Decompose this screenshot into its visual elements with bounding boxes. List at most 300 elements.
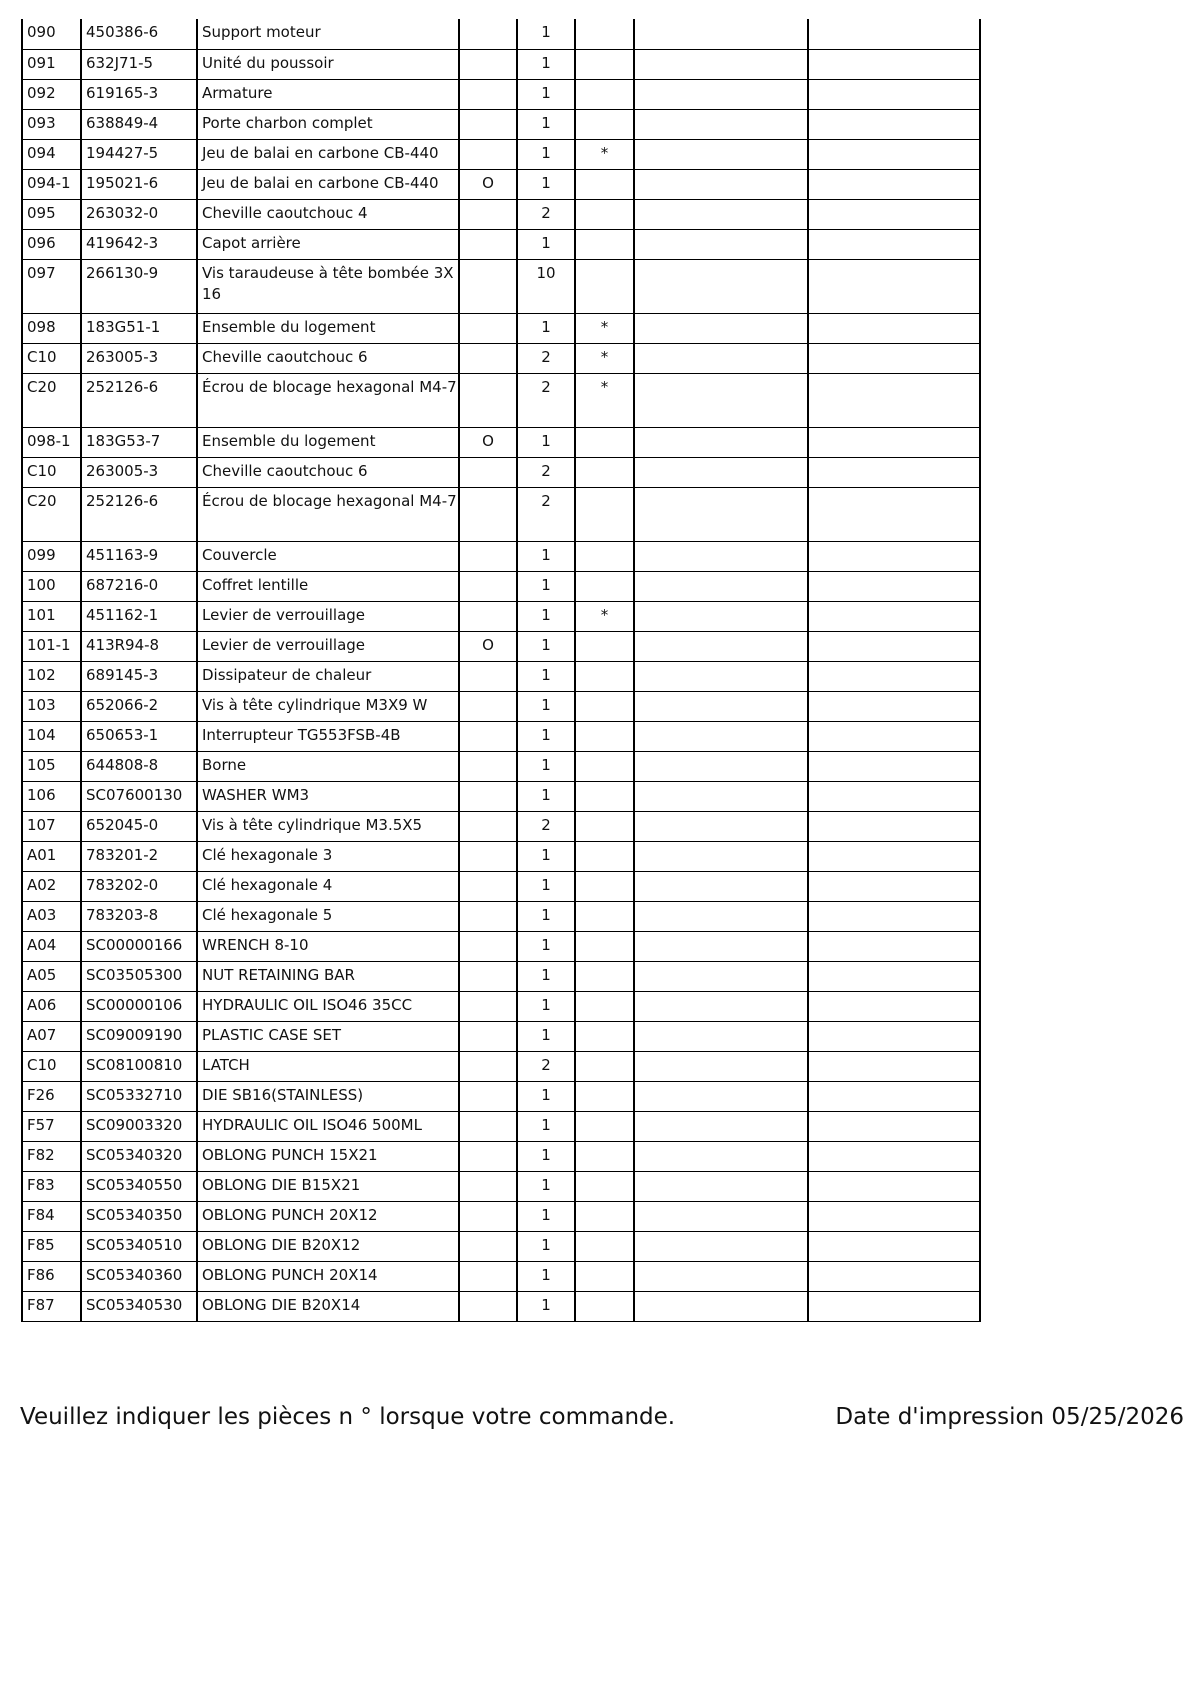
option-cell [459,313,517,343]
note-cell [575,1141,634,1171]
option-cell [459,1261,517,1291]
option-cell [459,229,517,259]
reference-cell: SC08100810 [81,1051,197,1081]
part-number-cell: 094 [22,139,81,169]
table-row [22,991,980,1021]
option-cell: O [459,169,517,199]
reference-cell: SC05340510 [81,1231,197,1261]
table-row [22,1231,980,1261]
table-row [22,49,980,79]
reference-cell: 252126-6 [81,487,197,541]
note-cell [575,487,634,541]
blank-cell [634,1201,808,1231]
option-cell [459,781,517,811]
option-cell [459,79,517,109]
reference-cell: 652066-2 [81,691,197,721]
reference-cell: SC05340550 [81,1171,197,1201]
description-cell: HYDRAULIC OIL ISO46 500ML [197,1111,459,1141]
quantity-cell: 1 [517,1171,575,1201]
table-row [22,871,980,901]
blank-cell [634,1081,808,1111]
note-cell [575,691,634,721]
quantity-cell: 1 [517,1201,575,1231]
reference-cell: 687216-0 [81,571,197,601]
blank-cell [634,541,808,571]
quantity-cell: 1 [517,961,575,991]
option-cell [459,199,517,229]
option-cell [459,961,517,991]
option-cell [459,19,517,49]
table-row [22,901,980,931]
blank-cell [808,19,980,49]
table-row [22,1201,980,1231]
reference-cell: 195021-6 [81,169,197,199]
part-number-cell: A03 [22,901,81,931]
blank-cell [808,1021,980,1051]
reference-cell: 450386-6 [81,19,197,49]
part-number-cell: A05 [22,961,81,991]
option-cell [459,1291,517,1321]
quantity-cell: 1 [517,1141,575,1171]
blank-cell [634,19,808,49]
table-row [22,841,980,871]
option-cell [459,1201,517,1231]
blank-cell [808,373,980,427]
option-cell [459,571,517,601]
table-row [22,751,980,781]
blank-cell [634,931,808,961]
description-cell: Ensemble du logement [197,313,459,343]
table-row [22,541,980,571]
blank-cell [808,721,980,751]
table-row [22,1051,980,1081]
note-cell [575,841,634,871]
reference-cell: 689145-3 [81,661,197,691]
note-cell [575,427,634,457]
reference-cell: 419642-3 [81,229,197,259]
note-cell [575,1201,634,1231]
description-cell: Dissipateur de chaleur [197,661,459,691]
blank-cell [634,661,808,691]
blank-cell [634,991,808,1021]
part-number-cell: 104 [22,721,81,751]
quantity-cell: 2 [517,1051,575,1081]
option-cell [459,1081,517,1111]
note-cell [575,931,634,961]
option-cell [459,931,517,961]
note-cell [575,991,634,1021]
option-cell [459,457,517,487]
part-number-cell: F84 [22,1201,81,1231]
note-cell [575,721,634,751]
blank-cell [634,457,808,487]
blank-cell [634,1111,808,1141]
reference-cell: 632J71-5 [81,49,197,79]
blank-cell [808,49,980,79]
quantity-cell: 2 [517,343,575,373]
description-cell: Armature [197,79,459,109]
note-cell [575,1291,634,1321]
option-cell [459,1021,517,1051]
reference-cell: 451162-1 [81,601,197,631]
blank-cell [634,343,808,373]
table-row [22,109,980,139]
option-cell [459,901,517,931]
blank-cell [634,1261,808,1291]
quantity-cell: 1 [517,79,575,109]
blank-cell [808,199,980,229]
description-cell: OBLONG PUNCH 20X14 [197,1261,459,1291]
order-instruction-note: Veuillez indiquer les pièces n ° lorsque votre commande. [20,1404,676,1430]
part-number-cell: 101 [22,601,81,631]
blank-cell [808,1231,980,1261]
description-cell: OBLONG PUNCH 20X12 [197,1201,459,1231]
description-cell: Levier de verrouillage [197,601,459,631]
blank-cell [634,841,808,871]
option-cell [459,259,517,313]
reference-cell: SC09009190 [81,1021,197,1051]
blank-cell [808,901,980,931]
quantity-cell: 1 [517,751,575,781]
blank-cell [808,1141,980,1171]
quantity-cell: 1 [517,781,575,811]
part-number-cell: C10 [22,343,81,373]
blank-cell [808,961,980,991]
quantity-cell: 10 [517,259,575,313]
table-row [22,691,980,721]
table-row [22,781,980,811]
note-cell [575,79,634,109]
blank-cell [808,781,980,811]
description-cell: LATCH [197,1051,459,1081]
quantity-cell: 1 [517,313,575,343]
table-row [22,259,980,313]
part-number-cell: F26 [22,1081,81,1111]
blank-cell [634,49,808,79]
blank-cell [808,1171,980,1201]
blank-cell [634,1291,808,1321]
blank-cell [634,313,808,343]
blank-cell [634,487,808,541]
blank-cell [634,781,808,811]
quantity-cell: 1 [517,139,575,169]
part-number-cell: A04 [22,931,81,961]
blank-cell [808,1111,980,1141]
part-number-cell: A06 [22,991,81,1021]
table-row [22,1171,980,1201]
blank-cell [634,373,808,427]
note-cell [575,1021,634,1051]
description-cell: OBLONG PUNCH 15X21 [197,1141,459,1171]
reference-cell: 194427-5 [81,139,197,169]
reference-cell: SC05340320 [81,1141,197,1171]
blank-cell [634,631,808,661]
quantity-cell: 1 [517,901,575,931]
note-cell [575,781,634,811]
table-row [22,721,980,751]
blank-cell [808,991,980,1021]
reference-cell: SC09003320 [81,1111,197,1141]
quantity-cell: 1 [517,19,575,49]
blank-cell [808,343,980,373]
description-cell: WRENCH 8-10 [197,931,459,961]
option-cell [459,841,517,871]
parts-table-body [22,19,980,1321]
description-cell: Écrou de blocage hexagonal M4-7 [197,487,459,541]
table-row [22,931,980,961]
blank-cell [808,313,980,343]
table-row [22,1111,980,1141]
blank-cell [634,811,808,841]
note-cell [575,457,634,487]
description-cell: DIE SB16(STAINLESS) [197,1081,459,1111]
note-cell [575,1081,634,1111]
description-cell: Vis taraudeuse à tête bombée 3X 16 [197,259,459,313]
quantity-cell: 1 [517,1111,575,1141]
description-cell: WASHER WM3 [197,781,459,811]
blank-cell [808,661,980,691]
description-cell: OBLONG DIE B15X21 [197,1171,459,1201]
reference-cell: SC05340350 [81,1201,197,1231]
part-number-cell: C10 [22,457,81,487]
option-cell [459,751,517,781]
blank-cell [634,427,808,457]
part-number-cell: 092 [22,79,81,109]
option-cell [459,373,517,427]
blank-cell [808,601,980,631]
option-cell [459,1141,517,1171]
quantity-cell: 1 [517,229,575,259]
reference-cell: SC05340530 [81,1291,197,1321]
reference-cell: 183G51-1 [81,313,197,343]
note-cell [575,541,634,571]
part-number-cell: 105 [22,751,81,781]
quantity-cell: 1 [517,1081,575,1111]
blank-cell [808,751,980,781]
table-row [22,19,980,49]
reference-cell: 783203-8 [81,901,197,931]
table-row [22,79,980,109]
blank-cell [808,1051,980,1081]
part-number-cell: C20 [22,487,81,541]
quantity-cell: 1 [517,49,575,79]
table-row [22,961,980,991]
blank-cell [808,109,980,139]
blank-cell [808,79,980,109]
description-cell: Levier de verrouillage [197,631,459,661]
part-number-cell: 090 [22,19,81,49]
reference-cell: 263032-0 [81,199,197,229]
reference-cell: 252126-6 [81,373,197,427]
description-cell: Ensemble du logement [197,427,459,457]
blank-cell [808,1081,980,1111]
reference-cell: 619165-3 [81,79,197,109]
part-number-cell: F83 [22,1171,81,1201]
reference-cell: SC00000166 [81,931,197,961]
note-cell [575,199,634,229]
blank-cell [634,139,808,169]
quantity-cell: 1 [517,991,575,1021]
blank-cell [634,1141,808,1171]
blank-cell [808,427,980,457]
quantity-cell: 1 [517,1021,575,1051]
description-cell: OBLONG DIE B20X12 [197,1231,459,1261]
note-cell [575,1171,634,1201]
blank-cell [808,841,980,871]
quantity-cell: 1 [517,571,575,601]
blank-cell [634,601,808,631]
part-number-cell: 100 [22,571,81,601]
description-cell: Cheville caoutchouc 4 [197,199,459,229]
blank-cell [808,871,980,901]
blank-cell [808,487,980,541]
option-cell: O [459,427,517,457]
blank-cell [634,901,808,931]
note-cell [575,631,634,661]
blank-cell [634,229,808,259]
part-number-cell: 106 [22,781,81,811]
part-number-cell: A07 [22,1021,81,1051]
reference-cell: 413R94-8 [81,631,197,661]
quantity-cell: 1 [517,631,575,661]
note-cell [575,229,634,259]
reference-cell: SC05340360 [81,1261,197,1291]
description-cell: Jeu de balai en carbone CB-440 [197,169,459,199]
quantity-cell: 1 [517,601,575,631]
part-number-cell: A02 [22,871,81,901]
table-row [22,631,980,661]
description-cell: Vis à tête cylindrique M3X9 W [197,691,459,721]
reference-cell: SC03505300 [81,961,197,991]
blank-cell [634,961,808,991]
reference-cell: 652045-0 [81,811,197,841]
option-cell [459,1231,517,1261]
part-number-cell: 098 [22,313,81,343]
quantity-cell: 1 [517,1231,575,1261]
note-cell: * [575,343,634,373]
table-row [22,139,980,169]
table-row [22,811,980,841]
reference-cell: SC07600130 [81,781,197,811]
note-cell [575,1231,634,1261]
part-number-cell: 103 [22,691,81,721]
reference-cell: 183G53-7 [81,427,197,457]
blank-cell [808,139,980,169]
part-number-cell: C20 [22,373,81,427]
option-cell [459,487,517,541]
description-cell: Cheville caoutchouc 6 [197,457,459,487]
note-cell: * [575,313,634,343]
quantity-cell: 1 [517,841,575,871]
reference-cell: 266130-9 [81,259,197,313]
table-row [22,169,980,199]
blank-cell [808,571,980,601]
table-row [22,571,980,601]
option-cell [459,991,517,1021]
parts-table [21,19,981,1322]
table-row [22,661,980,691]
blank-cell [808,541,980,571]
print-date: Date d'impression 05/25/2026 [835,1404,1184,1430]
description-cell: NUT RETAINING BAR [197,961,459,991]
option-cell [459,1111,517,1141]
reference-cell: 644808-8 [81,751,197,781]
option-cell [459,661,517,691]
blank-cell [634,721,808,751]
table-row [22,229,980,259]
option-cell [459,343,517,373]
option-cell [459,541,517,571]
quantity-cell: 1 [517,1291,575,1321]
note-cell [575,961,634,991]
description-cell: Capot arrière [197,229,459,259]
blank-cell [634,259,808,313]
blank-cell [808,1261,980,1291]
reference-cell: SC00000106 [81,991,197,1021]
note-cell [575,811,634,841]
note-cell [575,259,634,313]
note-cell [575,871,634,901]
part-number-cell: 093 [22,109,81,139]
quantity-cell: 1 [517,871,575,901]
blank-cell [634,79,808,109]
quantity-cell: 1 [517,691,575,721]
description-cell: Support moteur [197,19,459,49]
note-cell [575,661,634,691]
table-row [22,1261,980,1291]
note-cell: * [575,139,634,169]
note-cell [575,169,634,199]
description-cell: Borne [197,751,459,781]
part-number-cell: F57 [22,1111,81,1141]
option-cell [459,601,517,631]
part-number-cell: F85 [22,1231,81,1261]
option-cell [459,1171,517,1201]
part-number-cell: 094-1 [22,169,81,199]
reference-cell: 263005-3 [81,457,197,487]
option-cell [459,139,517,169]
part-number-cell: C10 [22,1051,81,1081]
quantity-cell: 1 [517,169,575,199]
description-cell: Couvercle [197,541,459,571]
blank-cell [808,259,980,313]
description-cell: Interrupteur TG553FSB-4B [197,721,459,751]
blank-cell [634,871,808,901]
quantity-cell: 2 [517,373,575,427]
part-number-cell: 097 [22,259,81,313]
option-cell: O [459,631,517,661]
blank-cell [634,1171,808,1201]
part-number-cell: A01 [22,841,81,871]
option-cell [459,691,517,721]
blank-cell [808,1291,980,1321]
blank-cell [808,931,980,961]
note-cell [575,19,634,49]
table-row [22,373,980,427]
blank-cell [808,631,980,661]
reference-cell: 263005-3 [81,343,197,373]
reference-cell: 650653-1 [81,721,197,751]
part-number-cell: 098-1 [22,427,81,457]
blank-cell [808,169,980,199]
note-cell: * [575,373,634,427]
blank-cell [634,199,808,229]
part-number-cell: F87 [22,1291,81,1321]
note-cell [575,1261,634,1291]
table-row [22,343,980,373]
description-cell: Écrou de blocage hexagonal M4-7 [197,373,459,427]
option-cell [459,721,517,751]
